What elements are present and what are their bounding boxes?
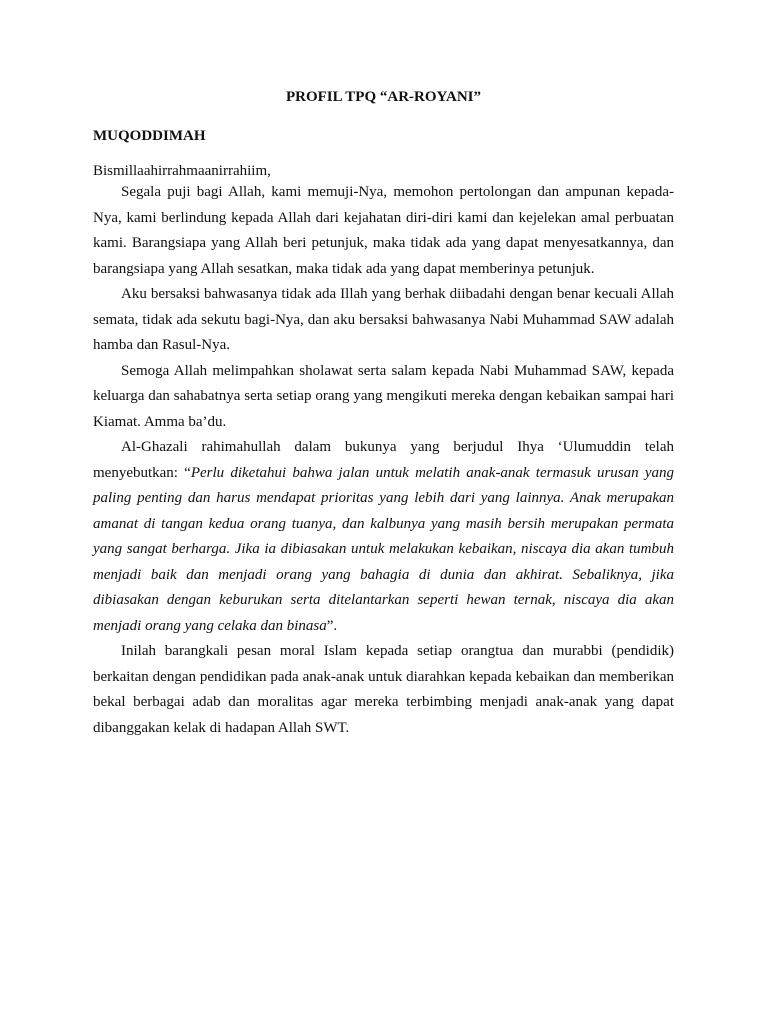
paragraph-praise: Segala puji bagi Allah, kami memuji-Nya, memohon pertolongan dan ampunan kepada-Nya, kami berlindung kepada Allah dari kejahatan diri-diri kami dan kejelekan amal perbuatan kami. Barangsiapa yang Allah beri petunjuk, maka tidak ada yang dapat menyesatkannya, dan barangsiapa yang Allah sesatkan, maka tidak ada yang dapat memberinya petunjuk. — [93, 184, 674, 277]
ghazali-intro: Al-Ghazali rahimahullah dalam bukunya yang berjudul Ihya ‘Ulumuddin telah menyebutkan: “ — [93, 439, 674, 481]
ghazali-outro: ”. — [326, 617, 338, 634]
paragraph-testimony: Aku bersaksi bahwasanya tidak ada Illah yang berhak diibadahi dengan benar kecuali Allah semata, tidak ada sekutu bagi-Nya, dan aku bersaksi bahwasanya Nabi Muhammad SAW adalah hamba dan Rasul-Nya. — [93, 286, 674, 353]
paragraph-closing: Inilah barangkali pesan moral Islam kepada setiap orangtua dan murabbi (pendidik) berkaitan dengan pendidikan pada anak-anak untuk diarahkan kepada kebaikan dan memberikan bekal berbagai adab dan moralitas agar mereka terbimbing menjadi anak-anak yang dapat dibanggakan kelak di hadapan Allah SWT. — [93, 643, 674, 736]
paragraph-salutation: Semoga Allah melimpahkan sholawat serta salam kepada Nabi Muhammad SAW, kepada keluarga dan sahabatnya serta setiap orang yang mengikuti mereka dengan kebaikan sampai hari Kiamat. Amma ba’du. — [93, 362, 674, 430]
document-title: PROFIL TPQ “AR-ROYANI” — [285, 89, 482, 105]
opening-line: Bismillaahirrahmaanirrahiim, — [93, 163, 271, 179]
ghazali-quote: Perlu diketahui bahwa jalan untuk melatih anak-anak termasuk urusan yang paling penting dan harus mendapat prioritas yang lebih dari yang lainnya. Anak merupakan amanat di tangan kedua orang tuanya, dan kalbunya yang masih bersih merupakan permata yang sangat berharga. Jika ia dibiasakan untuk melakukan kebaikan, niscaya dia akan tumbuh menjadi baik dan menjadi orang yang bahagia di dunia dan akhirat. Sebaliknya, jika dibiasakan dengan keburukan serta ditelantarkan seperti hewan ternak, niscaya dia akan menjadi orang yang celaka dan binasa — [93, 464, 674, 634]
paragraph-ghazali — [93, 435, 674, 639]
section-heading: MUQODDIMAH — [93, 128, 206, 144]
document-page — [93, 80, 674, 741]
